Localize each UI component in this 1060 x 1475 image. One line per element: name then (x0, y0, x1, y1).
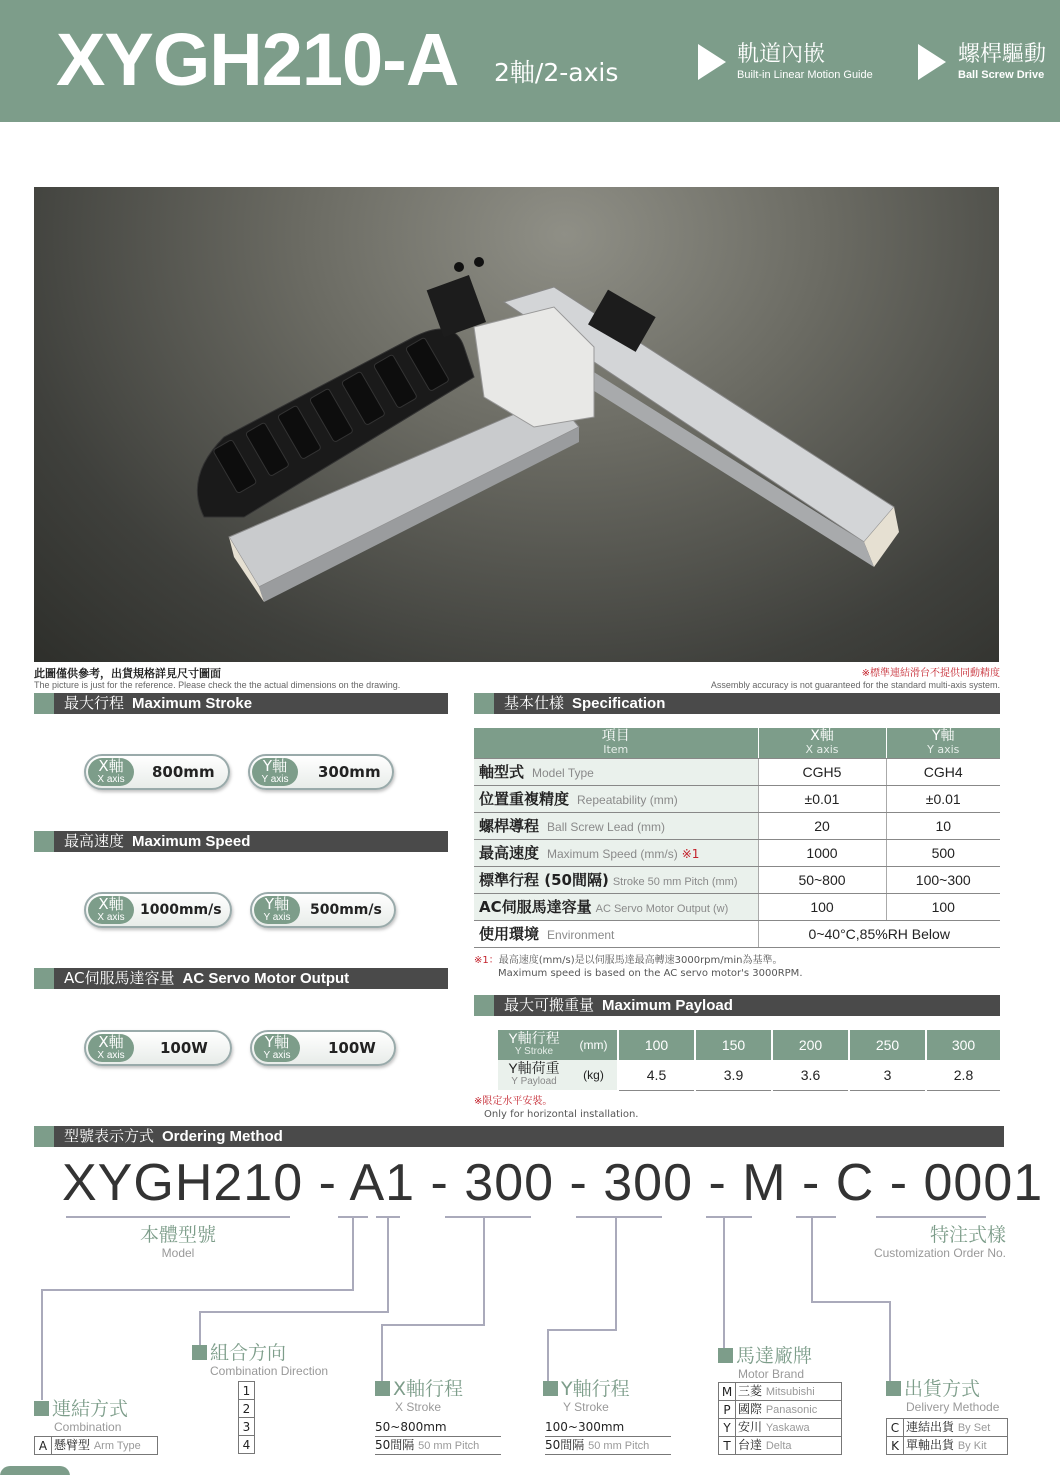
section-title-en: Maximum Speed (132, 833, 251, 850)
spec-row-label: 使用環境 Environment (474, 920, 758, 947)
spec-x-value: CGH5 (758, 758, 886, 785)
y-axis-badge: Y軸 Y axis (252, 758, 298, 786)
model-title: XYGH210-A (56, 18, 459, 101)
x-axis-badge: X軸 X axis (88, 758, 134, 786)
label-direction: 組合方向 Combination Direction (192, 1342, 328, 1378)
feature-zh: 軌道內嵌 (737, 42, 826, 67)
table-row (239, 1382, 255, 1400)
spec-y-value: CGH4 (886, 758, 1000, 785)
payload-stroke-value: 300 (926, 1030, 1000, 1060)
payload-stroke-value: 100 (618, 1030, 695, 1060)
spec-row-label: 最高速度 Maximum Speed (mm/s) ※1 (474, 839, 758, 866)
spec-row-label: 軸型式 Model Type (474, 758, 758, 785)
spec-row-label: 標準行程 (50間隔) Stroke 50 mm Pitch (mm) (474, 866, 758, 893)
label-delivery: 出貨方式 Delivery Methode (886, 1378, 999, 1414)
payload-stroke-unit: (mm) (570, 1030, 618, 1060)
spec-y-value: 500 (886, 839, 1000, 866)
photo-note-zh: 此圖僅供參考，出貨規格詳見尺寸圖面 (34, 667, 221, 680)
spec-y-value: 100~300 (886, 866, 1000, 893)
y-motor-value: 100W (328, 1039, 376, 1057)
payload-load-value: 3 (849, 1060, 926, 1090)
table-row: P 國際 Panasonic (719, 1401, 842, 1419)
spec-x-value: 20 (758, 812, 886, 839)
section-title-zh: 基本仕樣 (504, 694, 565, 712)
table-row (239, 1418, 255, 1436)
table-row (545, 1418, 671, 1436)
combination-value: 懸臂型 Arm Type (52, 1437, 158, 1455)
spec-head-y: Y軸 Y axis (886, 728, 1000, 758)
payload-footnote: ※限定水平安裝。 Only for horizontal installation. (474, 1096, 639, 1120)
section-title-en: Maximum Payload (602, 997, 733, 1014)
y-stroke-table (545, 1418, 671, 1455)
spec-head-x: X軸 X axis (758, 728, 886, 758)
x-axis-badge: X軸 X axis (88, 896, 134, 924)
table-row: M 三菱 Mitsubishi (719, 1383, 842, 1401)
section-title-zh: 型號表示方式 (64, 1127, 155, 1145)
y-axis-badge: Y軸 Y axis (254, 896, 300, 924)
page-corner-tab (0, 1466, 70, 1475)
section-title-en: Specification (572, 695, 666, 712)
spec-head-item: 項目 Item (474, 728, 758, 758)
y-speed-value: 500mm/s (310, 902, 382, 918)
x-stroke-value: 800mm (152, 763, 215, 781)
label-custom: 特注式樣 Customization Order No. (873, 1224, 1006, 1260)
y-axis-badge: Y軸 Y axis (254, 1034, 300, 1062)
y-stroke-range: 100~300mm (545, 1418, 671, 1436)
section-title-zh: 最大行程 (64, 694, 125, 712)
square-bullet-icon (718, 1348, 733, 1363)
spec-x-value: 100 (758, 893, 886, 920)
spec-y-value: ±0.01 (886, 785, 1000, 812)
axis-subtitle: 2軸/2-axis (494, 58, 619, 87)
spec-x-value: 50~800 (758, 866, 886, 893)
feature-zh: 螺桿驅動 (958, 42, 1047, 67)
payload-load-value: 3.6 (772, 1060, 849, 1090)
table-row: K 單軸出貨 By Kit (887, 1437, 1008, 1455)
photo-note-en: The picture is just for the reference. Please check the the actual dimensions on the drawing. (34, 680, 401, 690)
spec-y-value: 10 (886, 812, 1000, 839)
spec-row-label: 螺桿導程 Ball Screw Lead (mm) (474, 812, 758, 839)
payload-load-label: Y軸荷重 Y Payload (498, 1060, 570, 1090)
section-title-zh: 最高速度 (64, 832, 125, 850)
label-x-stroke: X軸行程 X Stroke (375, 1378, 463, 1414)
payload-load-value: 4.5 (618, 1060, 695, 1090)
payload-stroke-value: 150 (695, 1030, 772, 1060)
table-row (545, 1436, 671, 1454)
square-bullet-icon (192, 1345, 207, 1360)
label-combination: 連結方式 Combination (34, 1398, 128, 1434)
direction-table (238, 1381, 255, 1454)
label-y-stroke: Y軸行程 Y Stroke (543, 1378, 630, 1414)
square-bullet-icon (375, 1381, 390, 1396)
feature-en: Built-in Linear Motion Guide (737, 69, 873, 81)
spec-x-value: ±0.01 (758, 785, 886, 812)
section-title-zh: AC伺服馬達容量 (64, 969, 175, 987)
spec-env-value: 0~40°C,85%RH Below (758, 920, 1000, 947)
spec-row-label: AC伺服馬達容量 AC Servo Motor Output (w) (474, 893, 758, 920)
motor-brand-table (718, 1382, 842, 1455)
direction-option: 4 (239, 1436, 255, 1454)
table-row: Y 安川 Yaskawa (719, 1419, 842, 1437)
x-speed-value: 1000mm/s (140, 902, 222, 918)
table-row (35, 1437, 158, 1455)
x-stroke-pitch: 50間隔 50 mm Pitch (375, 1436, 501, 1454)
payload-load-value: 3.9 (695, 1060, 772, 1090)
table-row: T 台達 Delta (719, 1437, 842, 1455)
direction-option: 3 (239, 1418, 255, 1436)
spec-footnote: ※1：最高速度(mm/s)是以伺服馬達最高轉速3000rpm/min為基準。 Maximum speed is based on the AC servo motor's 3000RPM. (474, 955, 803, 979)
square-bullet-icon (543, 1381, 558, 1396)
section-title-zh: 最大可搬重量 (504, 996, 595, 1014)
y-stroke-value: 300mm (318, 763, 381, 781)
direction-option: 1 (239, 1382, 255, 1400)
x-axis-badge: X軸 X axis (88, 1034, 134, 1062)
accuracy-note-en: Assembly accuracy is not guaranteed for the standard multi-axis system. (710, 680, 1000, 690)
table-row: C 連結出貨 By Set (887, 1419, 1008, 1437)
label-motor-brand: 馬達廠牌 Motor Brand (718, 1345, 812, 1381)
x-stroke-table (375, 1418, 501, 1455)
direction-option: 2 (239, 1400, 255, 1418)
combination-key: A (35, 1437, 52, 1455)
payload-stroke-value: 200 (772, 1030, 849, 1060)
square-bullet-icon (886, 1381, 901, 1396)
payload-stroke-label: Y軸行程 Y Stroke (498, 1030, 570, 1060)
section-title-en: Maximum Stroke (132, 695, 253, 712)
spec-row-label: 位置重複精度 Repeatability (mm) (474, 785, 758, 812)
table-row (375, 1418, 501, 1436)
payload-load-unit: (kg) (570, 1060, 618, 1090)
table-row (239, 1400, 255, 1418)
accuracy-note-zh: ※標準連結滑台不提供同動精度 (861, 668, 1000, 679)
payload-load-value: 2.8 (926, 1060, 1000, 1090)
delivery-table (886, 1418, 1008, 1455)
combination-table (34, 1436, 158, 1455)
spec-y-value: 100 (886, 893, 1000, 920)
x-stroke-range: 50~800mm (375, 1418, 501, 1436)
feature-en: Ball Screw Drive (958, 69, 1045, 81)
table-row (239, 1436, 255, 1454)
section-title-en: Ordering Method (162, 1128, 283, 1145)
spec-x-value: 1000 (758, 839, 886, 866)
x-motor-value: 100W (160, 1039, 208, 1057)
square-bullet-icon (34, 1401, 49, 1416)
payload-stroke-value: 250 (849, 1030, 926, 1060)
table-row (375, 1436, 501, 1454)
y-stroke-pitch: 50間隔 50 mm Pitch (545, 1436, 671, 1454)
label-model: 本體型號 Model (139, 1224, 216, 1260)
section-title-en: AC Servo Motor Output (182, 970, 350, 987)
ordering-code: XYGH210 - A1 - 300 - 300 - M - C - 0001 (62, 1154, 1044, 1212)
